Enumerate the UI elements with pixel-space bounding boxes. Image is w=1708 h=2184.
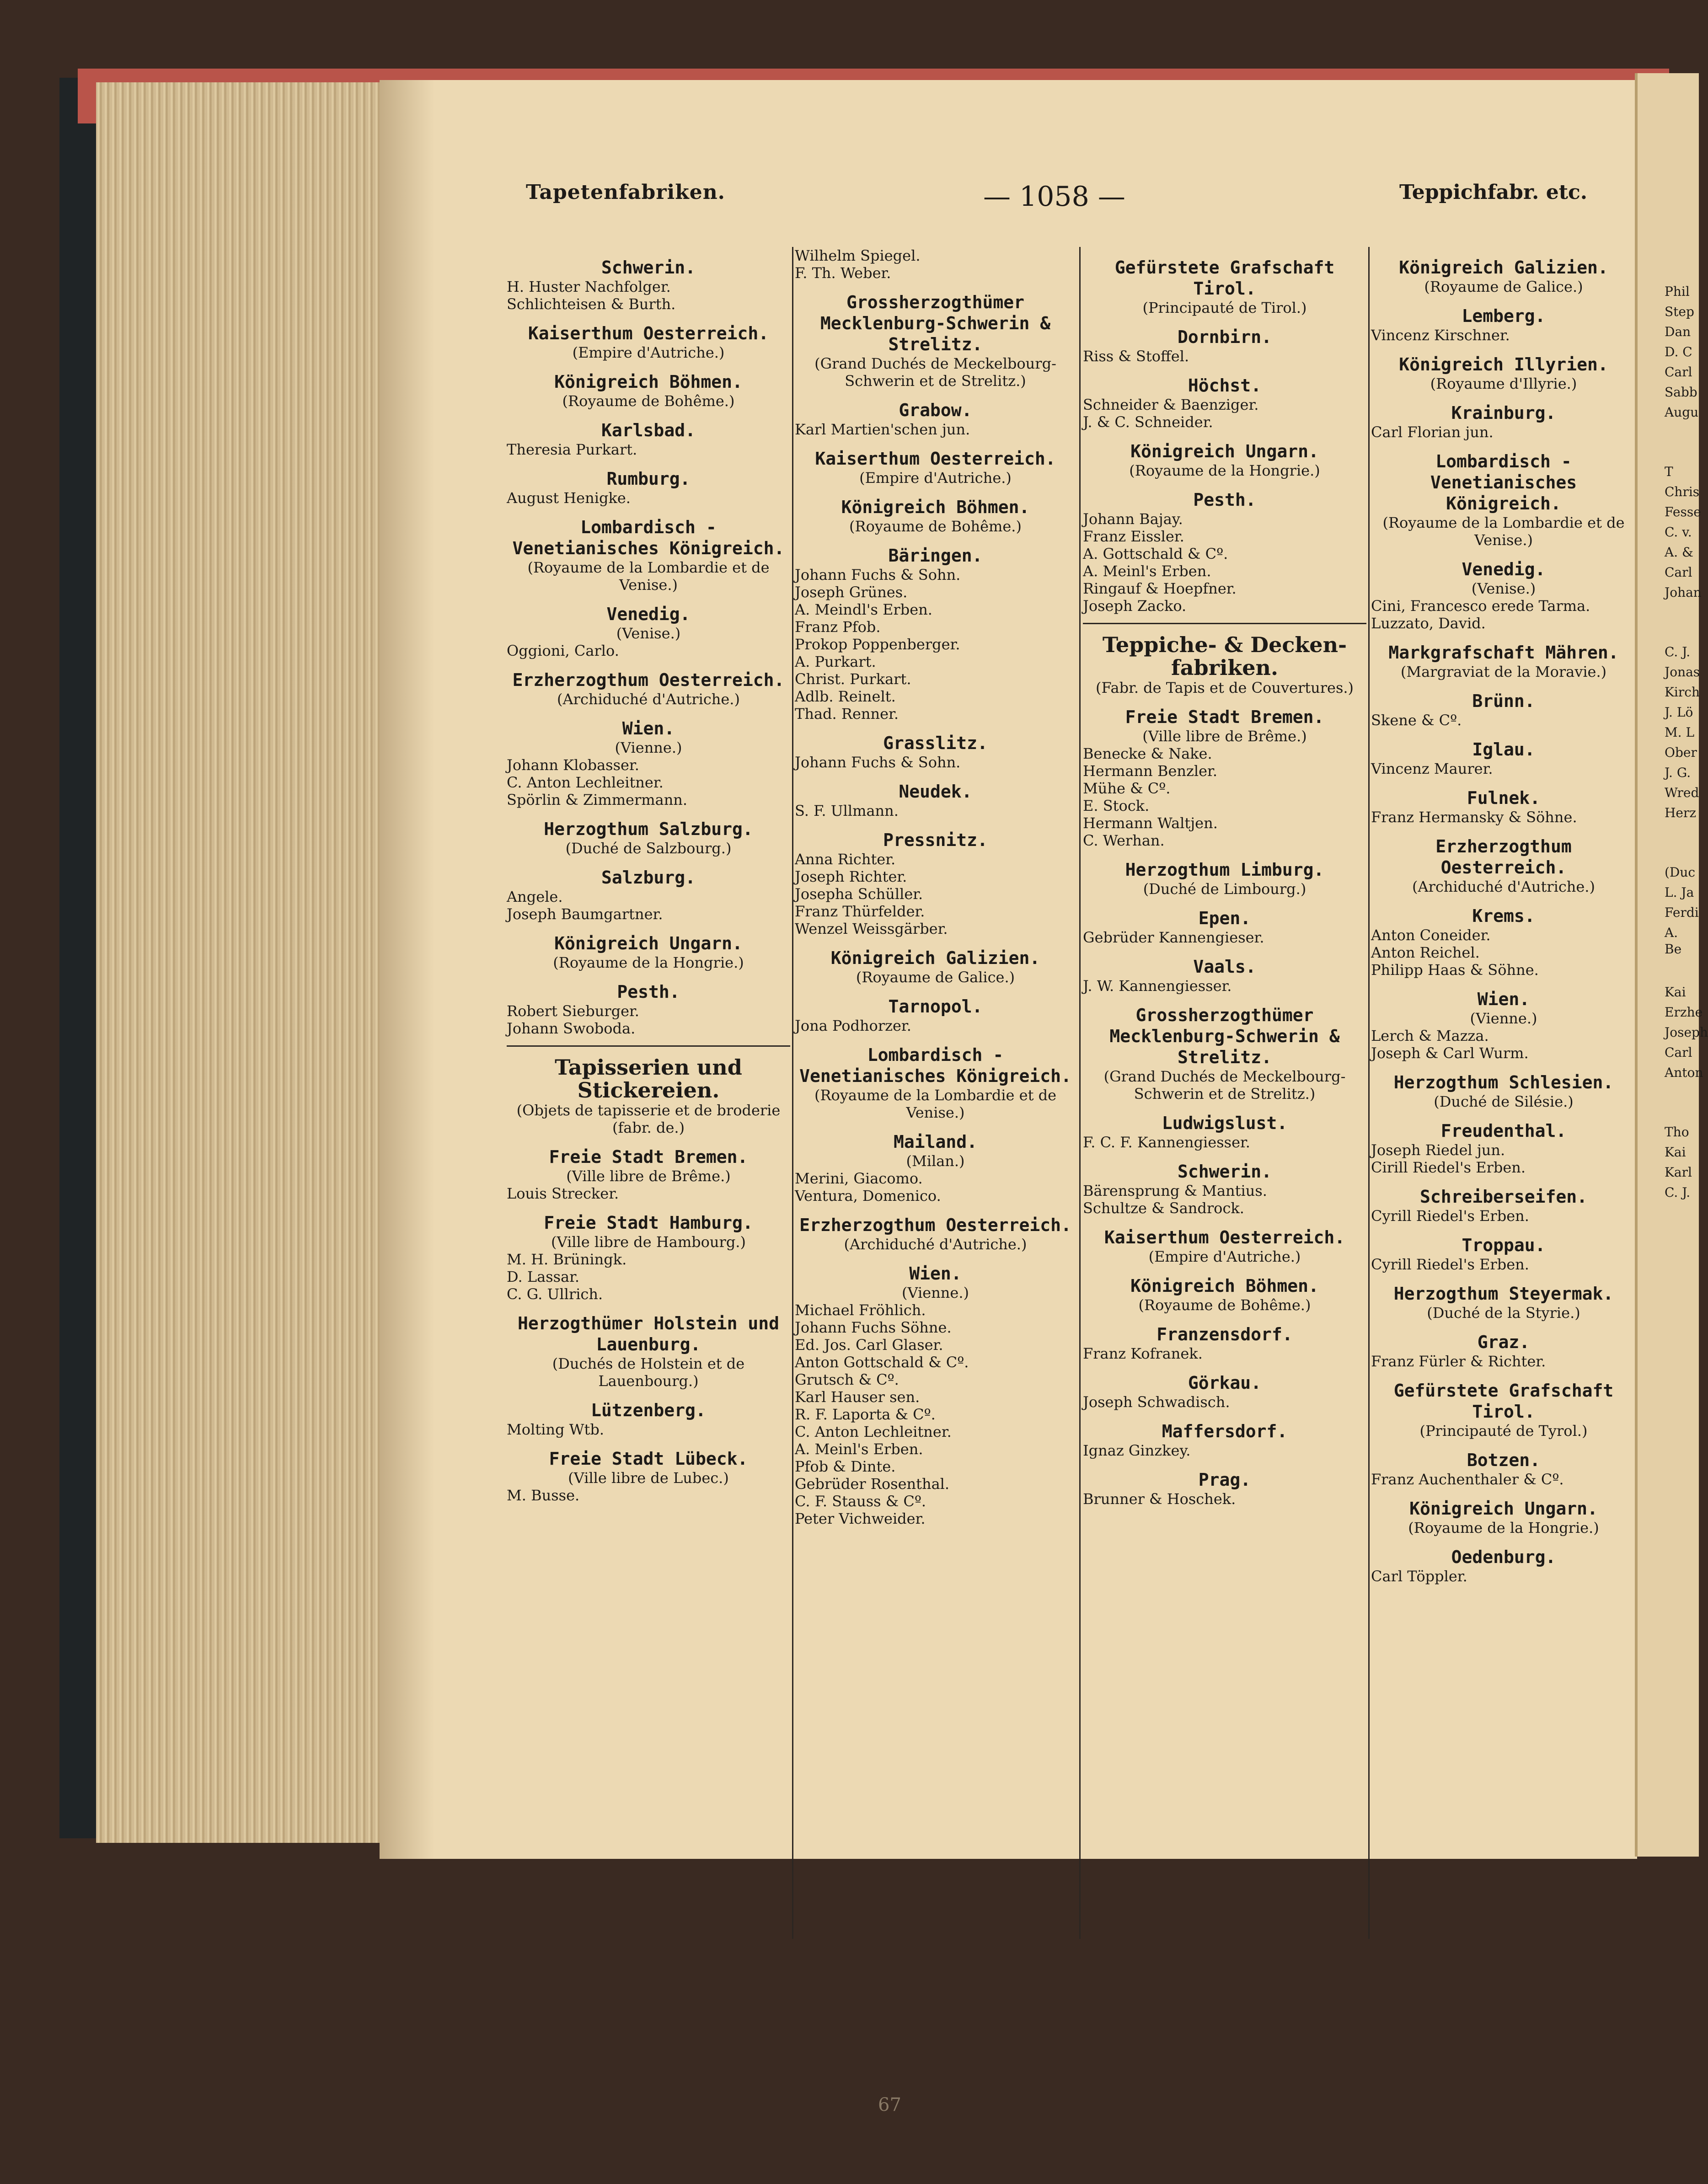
french-gloss: (Vienne.) bbox=[1470, 1010, 1537, 1027]
region-heading: Görkau. bbox=[1188, 1373, 1262, 1393]
firm-entry: Vincenz Maurer. bbox=[1371, 760, 1493, 777]
firm-entry: Lerch & Mazza. bbox=[1371, 1027, 1489, 1044]
firm-entry: J. W. Kannengiesser. bbox=[1083, 977, 1232, 995]
next-page-fragment: Herz bbox=[1665, 805, 1697, 820]
next-page-fragment: Fesse bbox=[1665, 504, 1701, 519]
firm-entry: Gebrüder Rosenthal. bbox=[795, 1475, 950, 1493]
next-page-fragment: Karl bbox=[1665, 1165, 1692, 1180]
running-head-right: Teppichfabr. etc. bbox=[1399, 181, 1588, 204]
french-gloss: (Archiduché d'Autriche.) bbox=[557, 691, 740, 708]
firm-entry: Adlb. Reinelt. bbox=[795, 688, 896, 705]
firm-entry: D. Lassar. bbox=[507, 1268, 580, 1285]
firm-entry: Johann Swoboda. bbox=[507, 1020, 636, 1037]
region-heading: Lombardisch - Venetianisches Königreich. bbox=[799, 1045, 1071, 1086]
region-heading: Rumburg. bbox=[606, 469, 691, 489]
french-gloss: (Venise.) bbox=[1471, 580, 1536, 597]
region-heading: Epen. bbox=[1198, 908, 1251, 928]
firm-entry: Joseph Richter. bbox=[795, 868, 907, 885]
firm-entry: Franz Kofranek. bbox=[1083, 1345, 1203, 1362]
next-page-fragment: Ober bbox=[1665, 745, 1697, 760]
french-gloss: (Empire d'Autriche.) bbox=[1148, 1248, 1301, 1265]
firm-entry: Cyrill Riedel's Erben. bbox=[1371, 1256, 1529, 1273]
region-heading: Karlsbad. bbox=[601, 420, 696, 440]
firm-entry: J. & C. Schneider. bbox=[1083, 413, 1213, 431]
french-gloss: (Royaume de la Hongrie.) bbox=[1129, 462, 1320, 479]
french-gloss: (Venise.) bbox=[616, 625, 681, 642]
firm-entry: C. Anton Lechleitner. bbox=[795, 1423, 952, 1440]
region-heading: Gefürstete Grafschaft Tirol. bbox=[1393, 1381, 1614, 1422]
region-heading: Brünn. bbox=[1472, 691, 1535, 711]
region-heading: Königreich Ungarn. bbox=[1130, 441, 1319, 461]
region-heading: Salzburg. bbox=[601, 867, 696, 888]
next-page-fragment: M. L bbox=[1665, 725, 1695, 740]
firm-entry: A. Meinl's Erben. bbox=[795, 1440, 923, 1458]
firm-entry: Karl Martien'schen jun. bbox=[795, 421, 970, 438]
firm-entry: Angele. bbox=[507, 888, 563, 905]
french-gloss: (Royaume de la Hongrie.) bbox=[553, 954, 744, 971]
region-heading: Neudek. bbox=[899, 782, 972, 802]
region-heading: Wien. bbox=[622, 718, 675, 739]
region-heading: Königreich Ungarn. bbox=[1409, 1499, 1598, 1519]
next-page-fragment: Phil bbox=[1665, 284, 1690, 299]
category-heading: Tapisserien und Stickereien. bbox=[555, 1055, 742, 1103]
running-head-left: Tapetenfabriken. bbox=[526, 181, 725, 204]
french-gloss: (Royaume de la Lombardie et de Venise.) bbox=[527, 559, 770, 594]
firm-entry: Gebrüder Kannengieser. bbox=[1083, 929, 1264, 946]
region-heading: Prag. bbox=[1198, 1470, 1251, 1490]
next-page-fragment: C. J. bbox=[1665, 1185, 1691, 1200]
firm-entry: Spörlin & Zimmermann. bbox=[507, 791, 688, 808]
french-gloss: (Fabr. de Tapis et de Couvertures.) bbox=[1095, 679, 1354, 696]
region-heading: Krems. bbox=[1472, 906, 1535, 926]
next-page-fragment: Dan bbox=[1665, 324, 1691, 339]
french-gloss: (Margraviat de la Moravie.) bbox=[1400, 663, 1607, 680]
firm-entry: Joseph Baumgartner. bbox=[507, 905, 663, 923]
firm-entry: Ignaz Ginzkey. bbox=[1083, 1442, 1191, 1459]
region-heading: Schwerin. bbox=[1178, 1162, 1272, 1182]
region-heading: Höchst. bbox=[1188, 375, 1262, 396]
next-page-fragment: Johan bbox=[1665, 585, 1702, 600]
region-heading: Schwerin. bbox=[601, 257, 696, 278]
firm-entry: Anton Reichel. bbox=[1371, 944, 1480, 961]
column-rule bbox=[1368, 247, 1370, 1939]
firm-entry: Josepha Schüller. bbox=[795, 885, 923, 903]
region-heading: Königreich Galizien. bbox=[830, 948, 1040, 968]
region-heading: Herzogthum Steyermak. bbox=[1393, 1284, 1614, 1304]
firm-entry: Johann Bajay. bbox=[1083, 510, 1183, 528]
french-gloss: (Ville libre de Brême.) bbox=[566, 1167, 731, 1185]
next-page-fragment: D. C bbox=[1665, 344, 1692, 359]
firm-entry: Schlichteisen & Burth. bbox=[507, 295, 676, 313]
region-heading: Troppau. bbox=[1462, 1235, 1546, 1255]
next-page-fragment: Kai bbox=[1665, 985, 1686, 1000]
region-heading: Königreich Galizien. bbox=[1399, 257, 1608, 278]
directory-column-4 bbox=[1371, 247, 1636, 1585]
firm-entry: A. Meindl's Erben. bbox=[795, 601, 932, 618]
region-heading: Freie Stadt Hamburg. bbox=[544, 1213, 753, 1233]
region-heading: Maffersdorf. bbox=[1162, 1421, 1288, 1441]
region-heading: Bäringen. bbox=[888, 546, 983, 566]
region-heading: Iglau. bbox=[1472, 739, 1535, 760]
french-gloss: (Duché de Silésie.) bbox=[1434, 1093, 1574, 1110]
firm-entry: A. Gottschald & Cº. bbox=[1083, 545, 1228, 562]
firm-entry: Riss & Stoffel. bbox=[1083, 348, 1189, 365]
next-page-fragment: Anton bbox=[1665, 1065, 1703, 1080]
region-heading: Königreich Böhmen. bbox=[841, 497, 1030, 517]
region-heading: Königreich Böhmen. bbox=[554, 372, 743, 392]
category-heading: Teppiche- & Decken-fabriken. bbox=[1102, 632, 1347, 680]
directory-column-2 bbox=[795, 247, 1076, 1527]
firm-entry: M. Busse. bbox=[507, 1487, 580, 1504]
region-heading: Kaiserthum Oesterreich. bbox=[1104, 1227, 1345, 1247]
region-heading: Erzherzogthum Oesterreich. bbox=[1435, 836, 1572, 878]
firm-entry: Thad. Renner. bbox=[795, 705, 899, 723]
french-gloss: (Royaume de Bohême.) bbox=[562, 392, 735, 410]
firm-entry: A. Meinl's Erben. bbox=[1083, 562, 1211, 580]
firm-entry: Michael Fröhlich. bbox=[795, 1301, 926, 1319]
next-page-fragment: C. J. bbox=[1665, 644, 1691, 659]
firm-entry: Prokop Poppenberger. bbox=[795, 636, 960, 653]
region-heading: Fulnek. bbox=[1467, 788, 1541, 808]
firm-entry: E. Stock. bbox=[1083, 797, 1150, 814]
firm-entry: Anton Gottschald & Cº. bbox=[795, 1354, 969, 1371]
french-gloss: (Empire d'Autriche.) bbox=[572, 344, 725, 361]
next-page-fragment: A. & bbox=[1665, 545, 1693, 560]
page-number: — 1058 — bbox=[983, 181, 1125, 213]
region-heading: Grossherzogthümer Mecklenburg-Schwerin & Strelitz. bbox=[820, 292, 1051, 354]
next-page-fragment: Carl bbox=[1665, 565, 1692, 580]
firm-entry: H. Huster Nachfolger. bbox=[507, 278, 671, 295]
firm-entry: Johann Fuchs & Sohn. bbox=[795, 754, 961, 771]
region-heading: Oedenburg. bbox=[1451, 1547, 1556, 1567]
region-heading: Erzherzogthum Oesterreich. bbox=[799, 1215, 1071, 1235]
directory-column-3 bbox=[1083, 247, 1366, 1508]
section-rule bbox=[1083, 623, 1366, 624]
next-page-fragment: J. Lö bbox=[1665, 705, 1693, 720]
firm-entry: Robert Sieburger. bbox=[507, 1002, 639, 1020]
region-heading: Kaiserthum Oesterreich. bbox=[528, 323, 769, 343]
firm-entry: M. H. Brüningk. bbox=[507, 1251, 627, 1268]
french-gloss: (Royaume de Galice.) bbox=[856, 969, 1015, 986]
firm-entry: Joseph Riedel jun. bbox=[1371, 1141, 1505, 1159]
region-heading: Markgrafschaft Mähren. bbox=[1388, 642, 1619, 663]
firm-entry: C. Anton Lechleitner. bbox=[507, 774, 664, 791]
firm-entry: Cirill Riedel's Erben. bbox=[1371, 1159, 1526, 1176]
region-heading: Lombardisch - Venetianisches Königreich. bbox=[1430, 451, 1577, 514]
firm-entry: Wenzel Weissgärber. bbox=[795, 920, 948, 937]
region-heading: Gefürstete Grafschaft Tirol. bbox=[1114, 257, 1335, 299]
handwritten-mark: 67 bbox=[878, 2094, 901, 2115]
firm-entry: August Henigke. bbox=[507, 489, 631, 507]
next-page-fragment: Ferdi bbox=[1665, 905, 1699, 920]
firm-entry: C. G. Ullrich. bbox=[507, 1285, 603, 1303]
french-gloss: (Vienne.) bbox=[615, 739, 682, 756]
column-rule bbox=[1079, 247, 1081, 1939]
firm-entry: Hermann Waltjen. bbox=[1083, 814, 1218, 832]
region-heading: Lombardisch - Venetianisches Königreich. bbox=[512, 517, 785, 558]
firm-entry: Wilhelm Spiegel. bbox=[795, 247, 921, 264]
region-heading: Wien. bbox=[1477, 989, 1530, 1009]
region-heading: Grossherzogthümer Mecklenburg-Schwerin & Strelitz. bbox=[1109, 1005, 1340, 1067]
next-page-fragment: Chris bbox=[1665, 484, 1700, 499]
firm-entry: R. F. Laporta & Cº. bbox=[795, 1406, 936, 1423]
next-page-fragment: (Duc bbox=[1665, 865, 1696, 880]
firm-entry: Peter Vichweider. bbox=[795, 1510, 926, 1527]
firm-entry: Skene & Cº. bbox=[1371, 712, 1462, 729]
french-gloss: (Duché de Limbourg.) bbox=[1143, 880, 1306, 898]
next-page-fragment: T bbox=[1665, 464, 1673, 479]
french-gloss: (Grand Duchés de Meckelbourg-Schwerin et de Strelitz.) bbox=[814, 355, 1056, 390]
firm-entry: Grutsch & Cº. bbox=[795, 1371, 899, 1388]
firm-entry: Pfob & Dinte. bbox=[795, 1458, 896, 1475]
next-page-fragment: Jonas bbox=[1665, 664, 1700, 680]
french-gloss: (Objets de tapisserie et de broderie (fabr. de.) bbox=[516, 1102, 781, 1136]
next-page-fragment: C. v. bbox=[1665, 525, 1692, 540]
region-heading: Herzogthum Schlesien. bbox=[1393, 1072, 1614, 1092]
directory-column-1 bbox=[507, 247, 790, 1504]
french-gloss: (Royaume de la Lombardie et de Venise.) bbox=[1382, 514, 1625, 549]
firm-entry: Luzzato, David. bbox=[1371, 615, 1486, 632]
region-heading: Graz. bbox=[1477, 1332, 1530, 1352]
firm-entry: Cyrill Riedel's Erben. bbox=[1371, 1207, 1529, 1225]
firm-entry: Theresia Purkart. bbox=[507, 441, 637, 458]
french-gloss: (Archiduché d'Autriche.) bbox=[844, 1236, 1027, 1253]
region-heading: Kaiserthum Oesterreich. bbox=[815, 449, 1056, 469]
next-page-fragment: Kirch bbox=[1665, 685, 1700, 700]
region-heading: Freie Stadt Bremen. bbox=[549, 1147, 748, 1167]
next-page-fragment: Joseph bbox=[1665, 1025, 1708, 1040]
firm-entry: F. C. F. Kannengiesser. bbox=[1083, 1134, 1250, 1151]
firm-entry: Joseph Schwadisch. bbox=[1083, 1393, 1230, 1411]
firm-entry: C. Werhan. bbox=[1083, 832, 1165, 849]
firm-entry: Ventura, Domenico. bbox=[795, 1187, 941, 1204]
french-gloss: (Milan.) bbox=[906, 1152, 965, 1170]
french-gloss: (Royaume de la Hongrie.) bbox=[1408, 1519, 1599, 1536]
firm-entry: Oggioni, Carlo. bbox=[507, 642, 619, 659]
region-heading: Lützenberg. bbox=[591, 1400, 706, 1420]
next-page-fragment: Kai bbox=[1665, 1145, 1686, 1160]
firm-entry: Franz Pfob. bbox=[795, 618, 881, 636]
region-heading: Krainburg. bbox=[1451, 403, 1556, 423]
firm-entry: Joseph Grünes. bbox=[795, 583, 908, 601]
firm-entry: Christ. Purkart. bbox=[795, 670, 911, 688]
next-page-fragment: L. Ja bbox=[1665, 885, 1694, 900]
region-heading: Erzherzogthum Oesterreich. bbox=[512, 670, 785, 690]
region-heading: Freudenthal. bbox=[1440, 1121, 1567, 1141]
firm-entry: Vincenz Kirschner. bbox=[1371, 327, 1510, 344]
next-page-fragment: Tho bbox=[1665, 1124, 1689, 1140]
region-heading: Venedig. bbox=[1462, 559, 1546, 579]
next-page-fragment: Carl bbox=[1665, 1045, 1692, 1060]
firm-entry: F. Th. Weber. bbox=[795, 264, 891, 282]
french-gloss: (Ville libre de Lubec.) bbox=[568, 1469, 729, 1487]
column-rule bbox=[792, 247, 793, 1939]
next-page-fragment: A. Be bbox=[1665, 925, 1682, 957]
page-stack-edge bbox=[96, 82, 380, 1843]
region-heading: Königreich Böhmen. bbox=[1130, 1276, 1319, 1296]
firm-entry: Franz Hermansky & Söhne. bbox=[1371, 808, 1577, 826]
region-heading: Ludwigslust. bbox=[1162, 1113, 1288, 1133]
firm-entry: Joseph Zacko. bbox=[1083, 597, 1187, 615]
french-gloss: (Archiduché d'Autriche.) bbox=[1412, 878, 1595, 895]
french-gloss: (Duchés de Holstein et de Lauenbourg.) bbox=[552, 1355, 745, 1390]
firm-entry: Hermann Benzler. bbox=[1083, 762, 1217, 780]
section-rule bbox=[507, 1045, 790, 1047]
french-gloss: (Empire d'Autriche.) bbox=[859, 469, 1012, 487]
region-heading: Venedig. bbox=[606, 604, 691, 624]
region-heading: Dornbirn. bbox=[1178, 327, 1272, 347]
firm-entry: Johann Fuchs Söhne. bbox=[795, 1319, 952, 1336]
firm-entry: C. F. Stauss & Cº. bbox=[795, 1493, 926, 1510]
firm-entry: Franz Eissler. bbox=[1083, 528, 1184, 545]
region-heading: Lemberg. bbox=[1462, 306, 1546, 326]
french-gloss: (Vienne.) bbox=[901, 1284, 969, 1301]
french-gloss: (Grand Duchés de Meckelbourg-Schwerin et de Strelitz.) bbox=[1103, 1068, 1346, 1103]
next-page-edge bbox=[1635, 73, 1699, 1857]
next-page-fragment: Carl bbox=[1665, 364, 1692, 380]
region-heading: Freie Stadt Bremen. bbox=[1125, 707, 1324, 727]
french-gloss: (Royaume de Bohême.) bbox=[1138, 1296, 1311, 1314]
firm-entry: Jona Podhorzer. bbox=[795, 1017, 911, 1034]
region-heading: Freie Stadt Lübeck. bbox=[549, 1449, 748, 1469]
firm-entry: Anton Coneider. bbox=[1371, 926, 1491, 944]
region-heading: Herzogthum Salzburg. bbox=[544, 819, 753, 839]
region-heading: Schreiberseifen. bbox=[1419, 1187, 1588, 1207]
region-heading: Botzen. bbox=[1467, 1450, 1541, 1470]
french-gloss: (Royaume de la Lombardie et de Venise.) bbox=[814, 1087, 1057, 1121]
region-heading: Herzogthum Limburg. bbox=[1125, 860, 1324, 880]
next-page-fragment: Augu bbox=[1665, 405, 1699, 420]
region-heading: Pressnitz. bbox=[883, 830, 988, 850]
firm-entry: Johann Klobasser. bbox=[507, 756, 639, 774]
region-heading: Königreich Illyrien. bbox=[1399, 354, 1608, 375]
french-gloss: (Principauté de Tirol.) bbox=[1142, 299, 1307, 316]
firm-entry: Johann Fuchs & Sohn. bbox=[795, 566, 961, 583]
french-gloss: (Royaume de Galice.) bbox=[1424, 278, 1583, 295]
firm-entry: Franz Fürler & Richter. bbox=[1371, 1353, 1546, 1370]
next-page-fragment: Wred bbox=[1665, 785, 1699, 800]
region-heading: Herzogthümer Holstein und Lauenburg. bbox=[518, 1313, 779, 1354]
region-heading: Pesth. bbox=[1193, 490, 1256, 510]
french-gloss: (Royaume de Bohême.) bbox=[849, 518, 1022, 535]
next-page-fragment: Step bbox=[1665, 304, 1694, 319]
french-gloss: (Royaume d'Illyrie.) bbox=[1430, 375, 1577, 392]
region-heading: Grabow. bbox=[899, 400, 972, 420]
page-gutter-shadow bbox=[380, 80, 434, 1859]
french-gloss: (Principauté de Tyrol.) bbox=[1419, 1422, 1588, 1440]
region-heading: Pesth. bbox=[617, 982, 680, 1002]
region-heading: Königreich Ungarn. bbox=[554, 933, 743, 953]
firm-entry: Franz Thürfelder. bbox=[795, 903, 925, 920]
firm-entry: Molting Wtb. bbox=[507, 1421, 605, 1438]
region-heading: Grasslitz. bbox=[883, 733, 988, 753]
firm-entry: Ed. Jos. Carl Glaser. bbox=[795, 1336, 943, 1354]
firm-entry: Philipp Haas & Söhne. bbox=[1371, 961, 1539, 979]
firm-entry: Schultze & Sandrock. bbox=[1083, 1199, 1244, 1217]
firm-entry: Bärensprung & Mantius. bbox=[1083, 1182, 1267, 1199]
firm-entry: Louis Strecker. bbox=[507, 1185, 619, 1202]
firm-entry: Cini, Francesco erede Tarma. bbox=[1371, 597, 1590, 615]
region-heading: Mailand. bbox=[893, 1132, 978, 1152]
french-gloss: (Ville libre de Hambourg.) bbox=[551, 1233, 746, 1251]
region-heading: Franzensdorf. bbox=[1157, 1324, 1293, 1344]
french-gloss: (Duché de Salzbourg.) bbox=[565, 840, 732, 857]
firm-entry: Karl Hauser sen. bbox=[795, 1388, 920, 1406]
firm-entry: Joseph & Carl Wurm. bbox=[1371, 1044, 1529, 1062]
firm-entry: Brunner & Hoschek. bbox=[1083, 1490, 1236, 1508]
firm-entry: Merini, Giacomo. bbox=[795, 1170, 923, 1187]
firm-entry: Carl Töppler. bbox=[1371, 1568, 1467, 1585]
region-heading: Vaals. bbox=[1193, 957, 1256, 977]
firm-entry: Mühe & Cº. bbox=[1083, 780, 1171, 797]
firm-entry: Anna Richter. bbox=[795, 851, 896, 868]
next-page-fragment: Sabb bbox=[1665, 385, 1697, 400]
region-heading: Wien. bbox=[909, 1263, 962, 1284]
next-page-fragment: Erzhe bbox=[1665, 1005, 1703, 1020]
french-gloss: (Ville libre de Brême.) bbox=[1142, 728, 1307, 745]
firm-entry: Franz Auchenthaler & Cº. bbox=[1371, 1471, 1564, 1488]
firm-entry: Benecke & Nake. bbox=[1083, 745, 1212, 762]
firm-entry: Carl Florian jun. bbox=[1371, 423, 1494, 441]
next-page-fragment: J. G. bbox=[1665, 765, 1691, 780]
french-gloss: (Duché de la Styrie.) bbox=[1427, 1304, 1580, 1322]
firm-entry: Ringauf & Hoepfner. bbox=[1083, 580, 1237, 597]
region-heading: Tarnopol. bbox=[888, 996, 983, 1017]
firm-entry: A. Purkart. bbox=[795, 653, 876, 670]
firm-entry: Schneider & Baenziger. bbox=[1083, 396, 1259, 413]
firm-entry: S. F. Ullmann. bbox=[795, 802, 899, 819]
